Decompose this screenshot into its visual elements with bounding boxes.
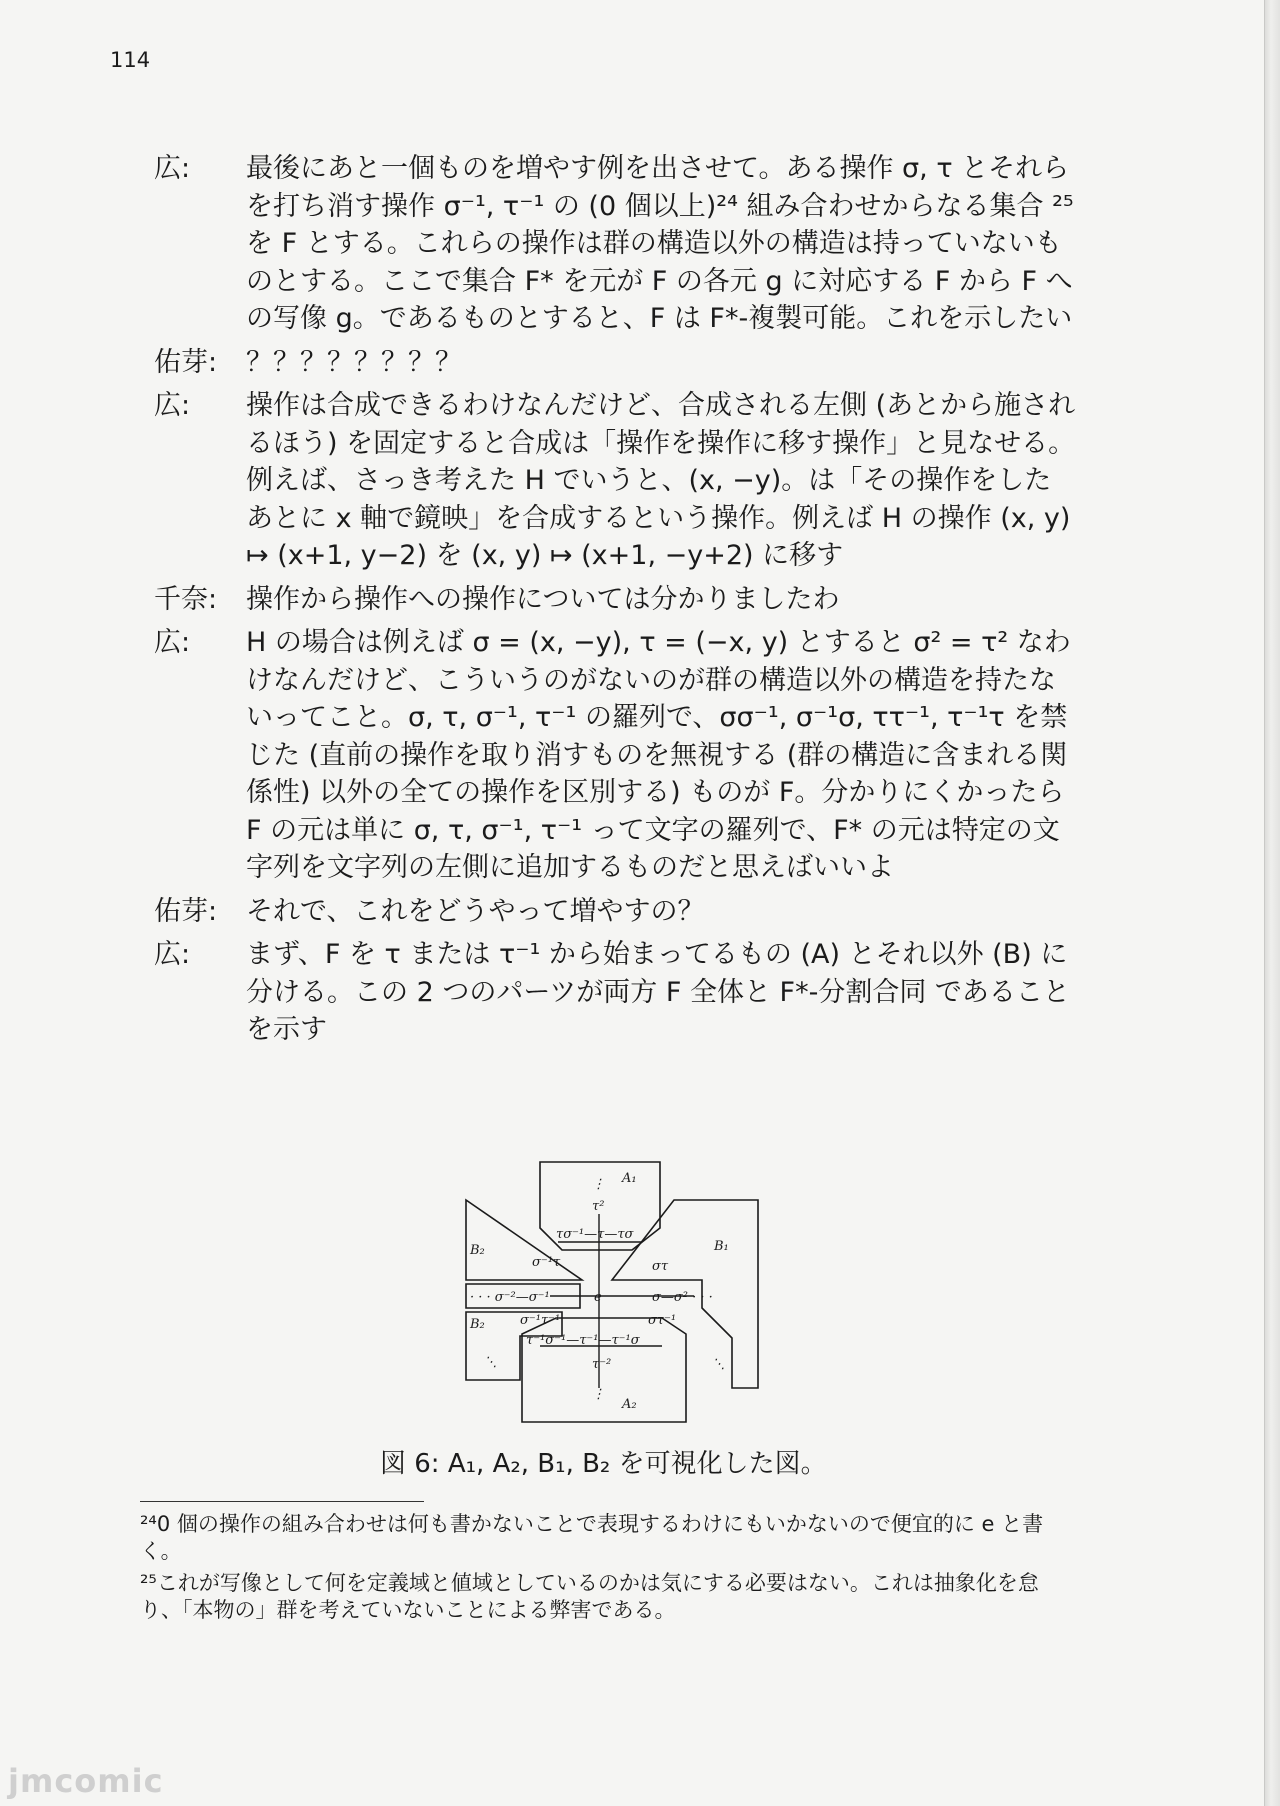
cayley-graph-figure [462, 1158, 762, 1428]
page-number: 114 [110, 48, 151, 72]
watermark-logo: jmcomic [8, 1762, 164, 1800]
speech-text: ？？？？？？？？ [246, 346, 462, 378]
speech-text: H の場合は例えば σ = (x, −y), τ = (−x, y) とすると σ² = τ² なわけなんだけど、こういうのがないのが群の構造以外の構造を持たないってこと。σ, τ, σ⁻¹, τ⁻¹ の羅列で、σσ⁻¹, σ⁻¹σ, ττ⁻¹, τ⁻¹τ を禁じた (直前の操作を取り消すものを無視する (群の構造に含まれる関係性) 以外の全ての操作を区別する) ものが F。分かりにくかったら F の元は単に σ, τ, σ⁻¹, τ⁻¹ って文字の羅列で、F* の元は特定の文字列を文字列の左側に追加するものだと思えばいいよ [246, 627, 1071, 883]
label-b2-top: B₂ [470, 1243, 485, 1258]
label-b2-bottom: B₂ [470, 1317, 485, 1332]
dialogue-turn [154, 581, 1084, 619]
dialogue-turn [154, 344, 1084, 382]
figure-diagram [462, 1158, 762, 1428]
speaker-label: 広: [154, 153, 191, 184]
label-row-bottom: τ⁻¹σ⁻¹—τ⁻¹—τ⁻¹σ [526, 1333, 640, 1348]
label-row-top: τσ⁻¹—τ—τσ [556, 1227, 634, 1242]
speaker-label: 佑芽: [154, 895, 218, 927]
label-a1: A₁ [622, 1171, 637, 1186]
dialogue-turn [154, 893, 1084, 931]
label-sigma-tau: στ [652, 1259, 669, 1274]
dialogue-turn [154, 150, 1084, 338]
speaker-label: 広: [154, 627, 191, 658]
dots-a2: ⋮ [592, 1387, 605, 1402]
speech-text: 操作は合成できるわけなんだけど、合成される左側 (あとから施されるほう) を固定すると合成は「操作を操作に移す操作」と見なせる。例えば、さっき考えた H でいうと、(x, −y)。は「その操作をしたあとに x 軸で鏡映」を合成するという操作。例えば H の操作 (x, y) ↦ (x+1, y−2) を (x, y) ↦ (x+1, −y+2) に移す [246, 390, 1076, 571]
speech-text: 最後にあと一個ものを増やす例を出させて。ある操作 σ, τ とそれらを打ち消す操作 σ⁻¹, τ⁻¹ の (0 個以上)²⁴ 組み合わせからなる集合 ²⁵を F とする。これらの操作は群の構造以外の構造は持っていないものとする。ここで集合 F* を元が F の各元 g に対応する F から F への写像 g。であるものとすると、F は F*-複製可能。これを示したい [246, 153, 1074, 334]
speaker-label: 佑芽: [154, 346, 218, 378]
footnote-25: ²⁵これが写像として何を定義域と値域としているのかは気にする必要はない。これは抽象化を怠り、「本物の」群を考えていないことによる弊害である。 [140, 1571, 1039, 1622]
ddots-b2: ⋱ [484, 1355, 497, 1370]
speech-text: 操作から操作への操作については分かりましたわ [246, 583, 840, 615]
label-sigma-inv-tau: σ⁻¹τ [532, 1255, 561, 1270]
label-tau2: τ² [592, 1199, 605, 1214]
dialogue-turn [154, 387, 1084, 575]
speaker-label: 広: [154, 390, 191, 421]
label-tau-m2: τ⁻² [592, 1357, 612, 1372]
label-sigma-inv-tau-inv: σ⁻¹τ⁻¹ [520, 1313, 561, 1328]
figure-caption: 図 6: A₁, A₂, B₁, B₂ を可視化した図。 [380, 1449, 827, 1479]
dialogue-turn [154, 624, 1084, 887]
page-edge [1264, 0, 1280, 1806]
dialogue [154, 150, 1084, 1055]
speaker-label: 広: [154, 939, 191, 970]
label-b1: B₁ [714, 1239, 729, 1254]
label-a2: A₂ [622, 1397, 637, 1412]
label-row-mid-left: · · · σ⁻²—σ⁻¹ [470, 1290, 550, 1305]
ddots-b1: ⋱ [712, 1357, 725, 1372]
footnote-24: ²⁴0 個の操作の組み合わせは何も書かないことで表現するわけにもいかないので便宜的に e と書く。 [140, 1512, 1044, 1563]
label-sigma-tau-inv: στ⁻¹ [648, 1313, 677, 1328]
label-e: e [594, 1290, 602, 1305]
speech-text: それで、これをどうやって増やすの？ [246, 895, 705, 927]
footnote-rule [140, 1501, 424, 1502]
speech-text: まず、F を τ または τ⁻¹ から始まってるもの (A) とそれ以外 (B) に分ける。この 2 つのパーツが両方 F 全体と F*-分割合同 であることを示す [246, 939, 1070, 1045]
dialogue-turn [154, 936, 1084, 1049]
speaker-label: 千奈: [154, 583, 218, 615]
label-row-mid-right: σ—σ² · · · [652, 1290, 713, 1305]
dots-a1: ⋮ [592, 1177, 605, 1192]
